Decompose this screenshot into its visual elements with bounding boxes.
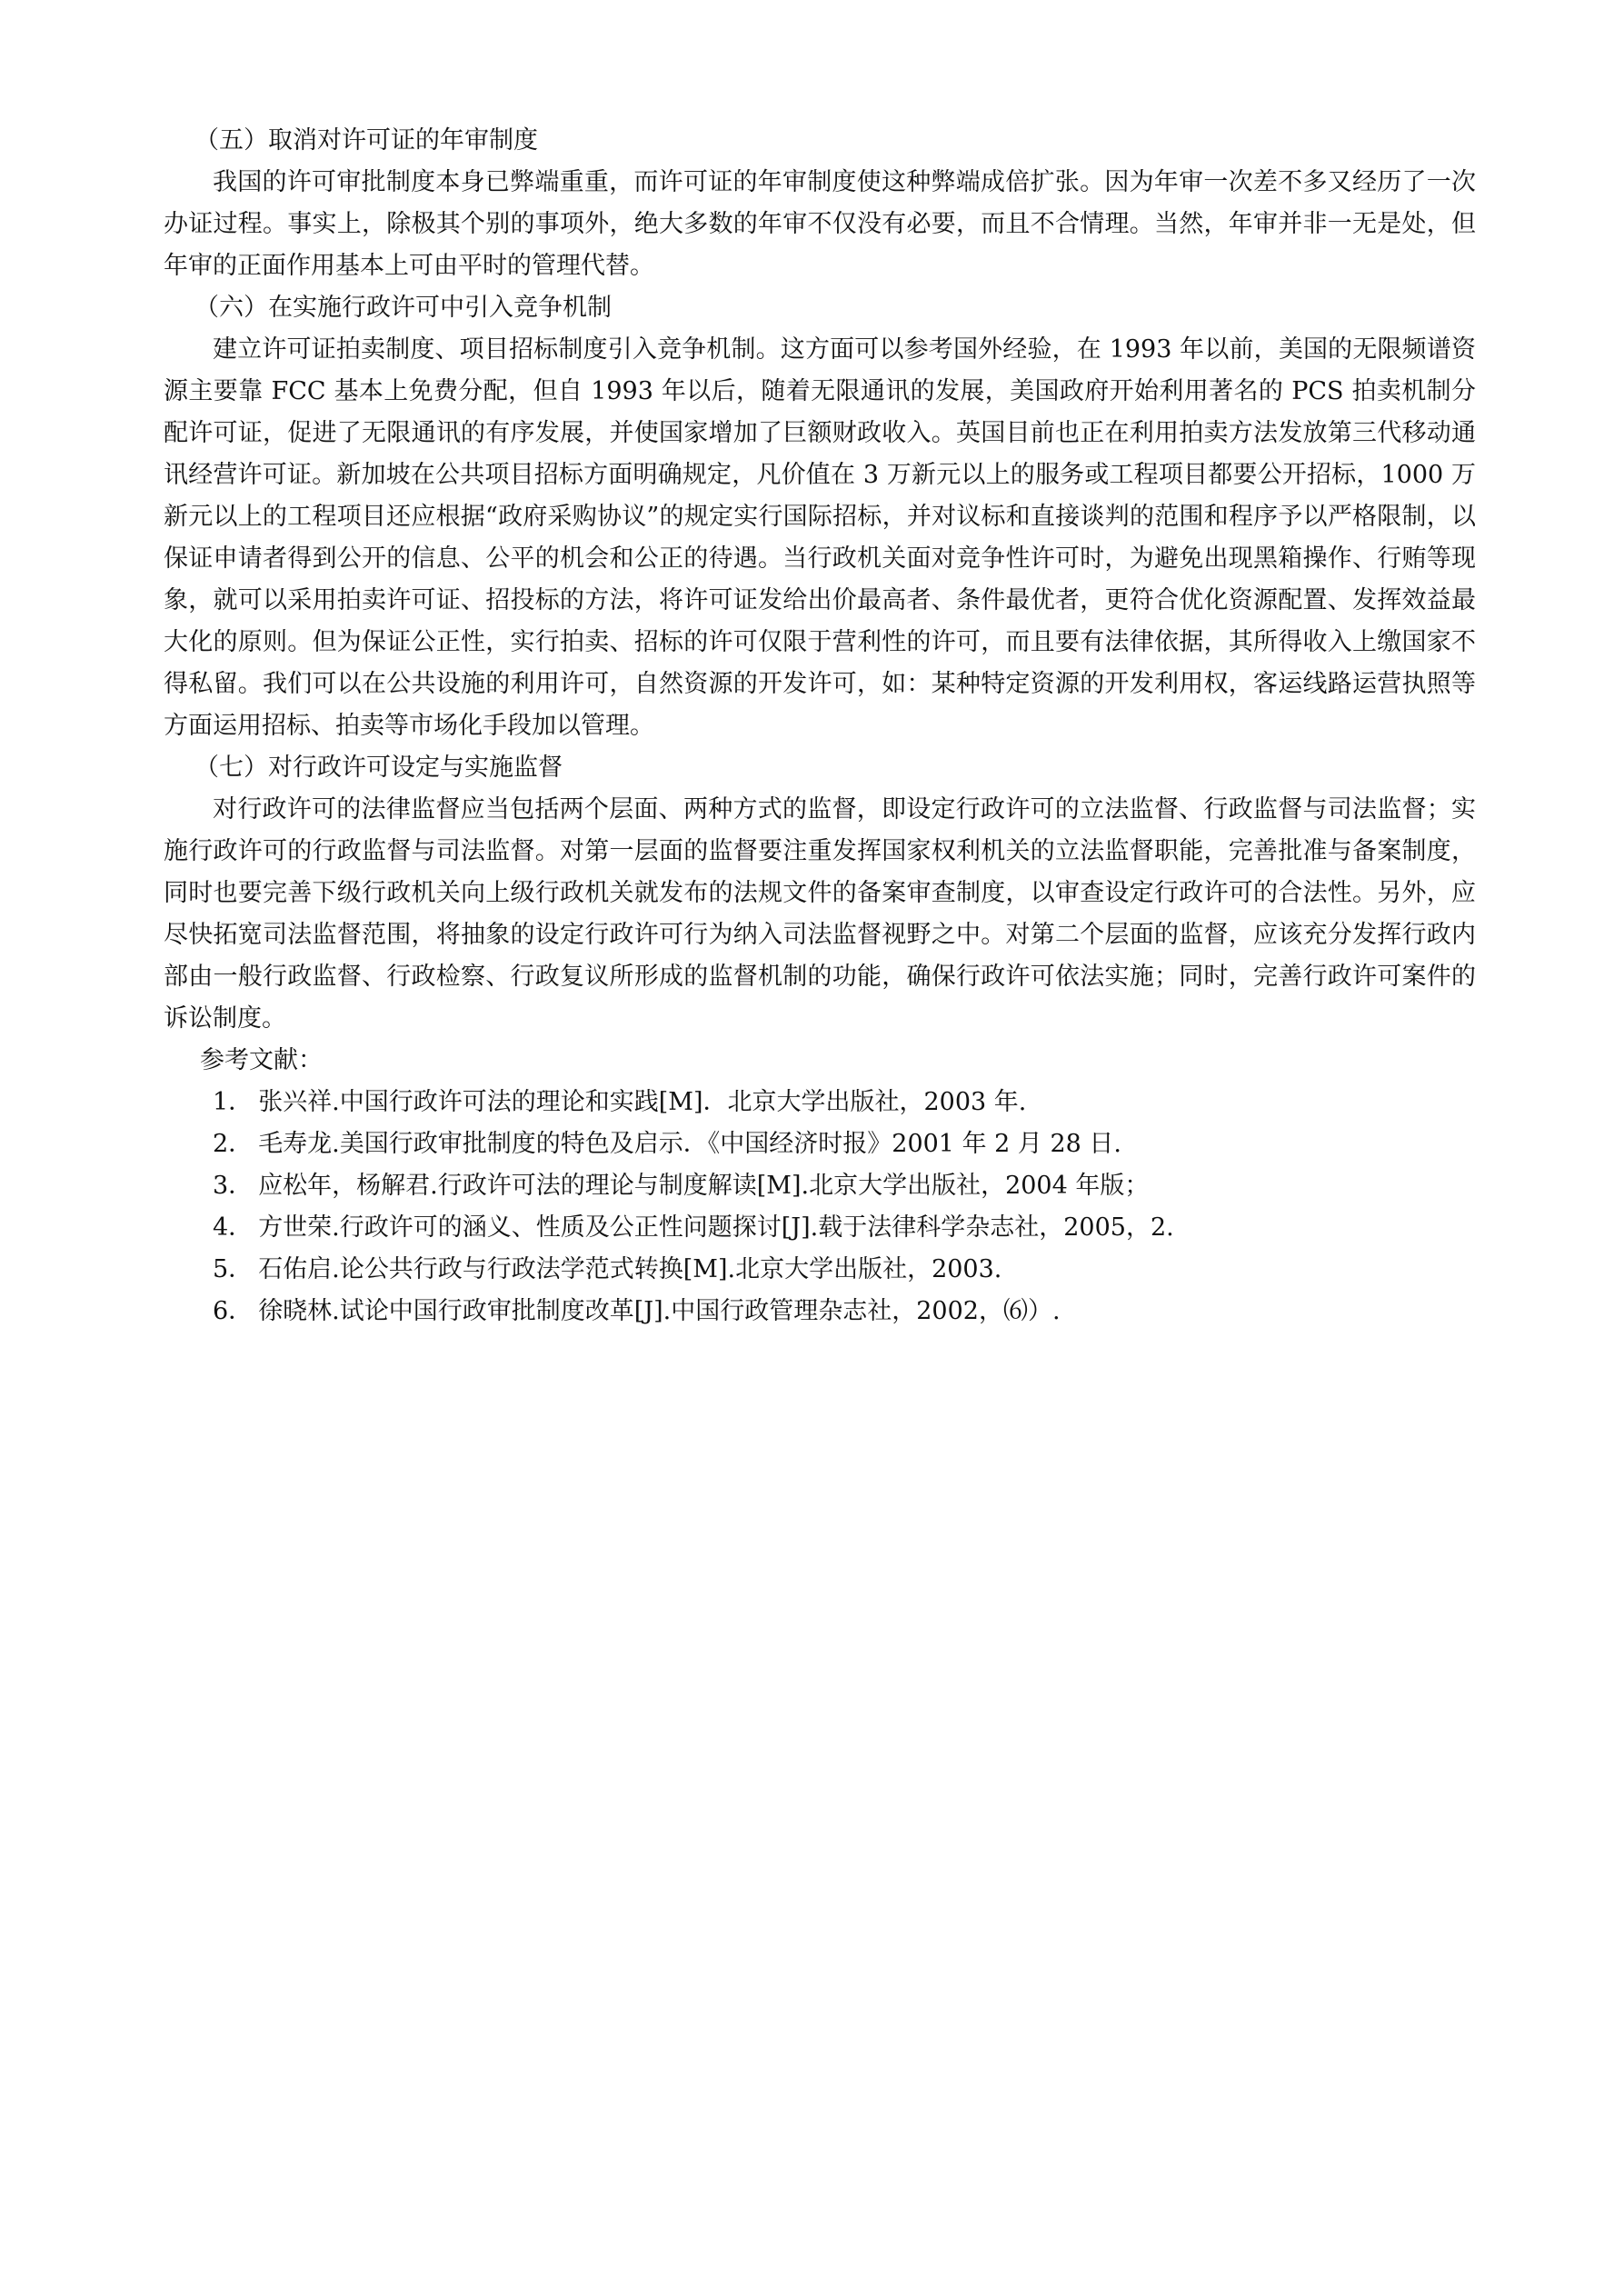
section-7 xyxy=(164,747,1476,1040)
section-paragraph: 我国的许可审批制度本身已弊端重重，而许可证的年审制度使这种弊端成倍扩张。因为年审一次差不多又经历了一次办证过程。事实上，除极其个别的事项外，绝大多数的年审不仅没有必要，而且不合情理。当然，年审并非一无是处，但年审的正面作用基本上可由平时的管理代替。 xyxy=(164,168,1476,280)
reference-item xyxy=(164,1207,1476,1249)
reference-number: 5． xyxy=(213,1255,254,1283)
reference-item xyxy=(164,1123,1476,1165)
section-5 xyxy=(164,120,1476,287)
reference-number: 2． xyxy=(213,1130,254,1158)
reference-text: 石佑启.论公共行政与行政法学范式转换[M].北京大学出版社，2003. xyxy=(258,1255,1002,1283)
reference-text: 张兴祥.中国行政许可法的理论和实践[M]．北京大学出版社，2003 年. xyxy=(258,1088,1027,1116)
reference-text: 应松年，杨解君.行政许可法的理论与制度解读[M].北京大学出版社，2004 年版； xyxy=(258,1172,1150,1200)
references xyxy=(164,1040,1476,1333)
section-paragraph: 对行政许可的法律监督应当包括两个层面、两种方式的监督，即设定行政许可的立法监督、行政监督与司法监督；实施行政许可的行政监督与司法监督。对第一层面的监督要注重发挥国家权利机关的立法监督职能，完善批准与备案制度，同时也要完善下级行政机关向上级行政机关就发布的法规文件的备案审查制度，以审查设定行政许可的合法性。另外，应尽快拓宽司法监督范围，将抽象的设定行政许可行为纳入司法监督视野之中。对第二个层面的监督，应该充分发挥行政内部由一般行政监督、行政检察、行政复议所形成的监督机制的功能，确保行政许可依法实施；同时，完善行政许可案件的诉讼制度。 xyxy=(164,795,1476,1033)
reference-number: 4． xyxy=(213,1213,254,1242)
reference-item xyxy=(164,1165,1476,1207)
reference-number: 6． xyxy=(213,1297,254,1325)
section-heading: （五）取消对许可证的年审制度 xyxy=(194,126,538,155)
section-heading: （六）在实施行政许可中引入竞争机制 xyxy=(194,294,612,322)
reference-number: 3． xyxy=(213,1172,254,1200)
section-heading: （七）对行政许可设定与实施监督 xyxy=(194,754,563,782)
reference-item xyxy=(164,1082,1476,1123)
reference-item xyxy=(164,1249,1476,1291)
reference-number: 1． xyxy=(213,1088,254,1116)
references-title: 参考文献： xyxy=(200,1046,323,1074)
reference-text: 方世荣.行政许可的涵义、性质及公正性问题探讨[J].载于法律科学杂志社，2005，2. xyxy=(258,1213,1174,1242)
reference-item xyxy=(164,1291,1476,1333)
document-body xyxy=(164,120,1476,1333)
section-6 xyxy=(164,287,1476,747)
reference-text: 毛寿龙.美国行政审批制度的特色及启示．《中国经济时报》2001 年 2 月 28 日. xyxy=(258,1130,1122,1158)
reference-text: 徐晓林.试论中国行政审批制度改革[J].中国行政管理杂志社，2002，⑹）. xyxy=(258,1297,1061,1325)
references-list xyxy=(164,1082,1476,1333)
section-paragraph: 建立许可证拍卖制度、项目招标制度引入竞争机制。这方面可以参考国外经验，在 1993 年以前，美国的无限频谱资源主要靠 FCC 基本上免费分配，但自 1993 年以后，随着无限通讯的发展，美国政府开始利用著名的 PCS 拍卖机制分配许可证，促进了无限通讯的有序发展，并使国家增加了巨额财政收入。英国目前也正在利用拍卖方法发放第三代移动通讯经营许可证。新加坡在公共项目招标方面明确规定，凡价值在 3 万新元以上的服务或工程项目都要公开招标，1000 万新元以上的工程项目还应根据“政府采购协议”的规定实行国际招标，并对议标和直接谈判的范围和程序予以严格限制，以保证申请者得到公开的信息、公平的机会和公正的待遇。当行政机关面对竞争性许可时，为避免出现黑箱操作、行贿等现象，就可以采用拍卖许可证、招投标的方法，将许可证发给出价最高者、条件最优者，更符合优化资源配置、发挥效益最大化的原则。但为保证公正性，实行拍卖、招标的许可仅限于营利性的许可，而且要有法律依据，其所得收入上缴国家不得私留。我们可以在公共设施的利用许可，自然资源的开发许可，如：某种特定资源的开发利用权，客运线路运营执照等方面运用招标、拍卖等市场化手段加以管理。 xyxy=(164,335,1476,740)
